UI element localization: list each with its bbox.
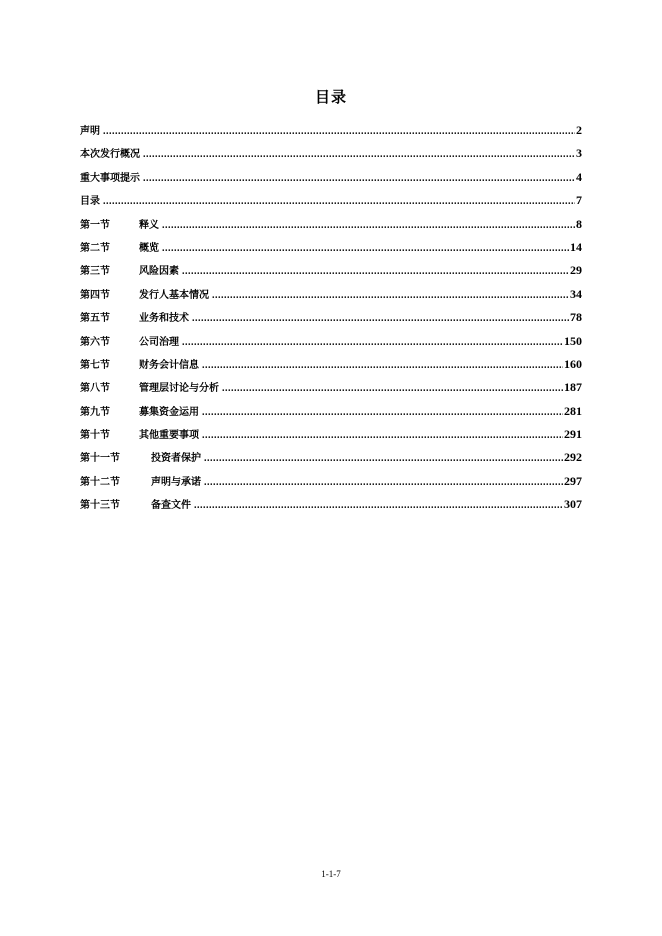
toc-page-number: 160 [564,356,582,371]
toc-entry-section-1[interactable] [80,216,582,239]
toc-entry-title: 募集资金运用 [139,406,199,418]
toc-page-number: 307 [564,497,582,512]
page-title: 目录 [314,88,347,106]
toc-entry-section-7[interactable] [80,356,582,379]
toc-page-number: 292 [564,450,582,465]
toc-section-number: 第一节 [80,219,110,231]
dot-leader [194,500,563,511]
toc-entry-title: 业务和技术 [139,313,189,325]
toc-entry-title: 重大事项提示 [80,172,140,184]
toc-entry-section-11[interactable] [80,449,582,472]
dot-leader [202,407,563,418]
toc-entry-section-6[interactable] [80,333,582,356]
dot-leader [222,383,563,394]
dot-leader [103,126,575,137]
toc-entry-section-12[interactable] [80,473,582,496]
toc-page-number: 291 [564,427,582,442]
toc-entry-section-10[interactable] [80,426,582,449]
dot-leader [182,337,563,348]
toc-page-number: 78 [570,310,582,325]
toc-page-number: 150 [564,333,582,348]
toc-section-number: 第十节 [80,430,110,442]
toc-entry-title: 公司治理 [139,336,179,348]
toc-section-number: 第二节 [80,242,110,254]
page-footer-number: 1-1-7 [321,869,341,879]
toc-entry-title: 其他重要事项 [139,430,199,442]
toc-entry-title: 管理层讨论与分析 [139,383,219,395]
toc-entry-section-9[interactable] [80,403,582,426]
dot-leader [143,173,575,184]
dot-leader [182,266,569,277]
toc-entry-title: 风险因素 [139,266,179,278]
toc-entry-major-matters[interactable] [80,169,582,192]
toc-entry-section-13[interactable] [80,496,582,519]
toc-entry-title: 概览 [139,242,159,254]
toc-page-number: 281 [564,403,582,418]
toc-entry-contents[interactable] [80,192,582,215]
toc-section-number: 第十三节 [80,500,120,512]
toc-entry-title: 释义 [139,219,159,231]
toc-entry-section-8[interactable] [80,379,582,402]
toc-entry-title: 目录 [80,196,100,208]
toc-page-number: 34 [570,286,582,301]
toc-section-number: 第五节 [80,313,110,325]
dot-leader [204,477,563,488]
toc-entry-title: 备查文件 [151,500,191,512]
toc-page-number: 187 [564,380,582,395]
toc-entry-section-5[interactable] [80,309,582,332]
toc-page-number: 4 [576,169,582,184]
toc-entry-title: 声明 [80,126,100,137]
toc-entry-section-4[interactable] [80,286,582,309]
toc-entry-title: 发行人基本情况 [139,289,209,301]
dot-leader [202,430,563,441]
toc-page-number: 7 [576,193,582,208]
dot-leader [212,290,569,301]
toc-section-number: 第六节 [80,336,110,348]
toc-section-number: 第十二节 [80,476,120,488]
toc-section-number: 第八节 [80,383,110,395]
toc-entry-declaration[interactable] [80,122,582,145]
dot-leader [192,313,569,324]
toc-entry-title: 本次发行概况 [80,149,140,161]
dot-leader [143,149,575,160]
toc-section-number: 第三节 [80,266,110,278]
dot-leader [103,196,575,207]
toc-page-number: 3 [576,146,582,161]
toc-page-number: 14 [570,239,582,254]
toc-entry-section-2[interactable] [80,239,582,262]
dot-leader [202,360,563,371]
toc-section-number: 第十一节 [80,453,120,465]
dot-leader [162,220,575,231]
toc-entry-title: 投资者保护 [151,453,201,465]
toc-entry-title: 财务会计信息 [139,359,199,371]
toc-section-number: 第四节 [80,289,110,301]
table-of-contents [80,122,582,520]
dot-leader [162,243,569,254]
toc-section-number: 第七节 [80,359,110,371]
toc-page-number: 8 [576,216,582,231]
dot-leader [204,453,563,464]
toc-entry-section-3[interactable] [80,262,582,285]
toc-entry-title: 声明与承诺 [151,476,201,488]
toc-page-number: 29 [570,263,582,278]
toc-section-number: 第九节 [80,406,110,418]
toc-page-number: 2 [576,123,582,137]
toc-page-number: 297 [564,473,582,488]
toc-entry-offering-overview[interactable] [80,145,582,168]
